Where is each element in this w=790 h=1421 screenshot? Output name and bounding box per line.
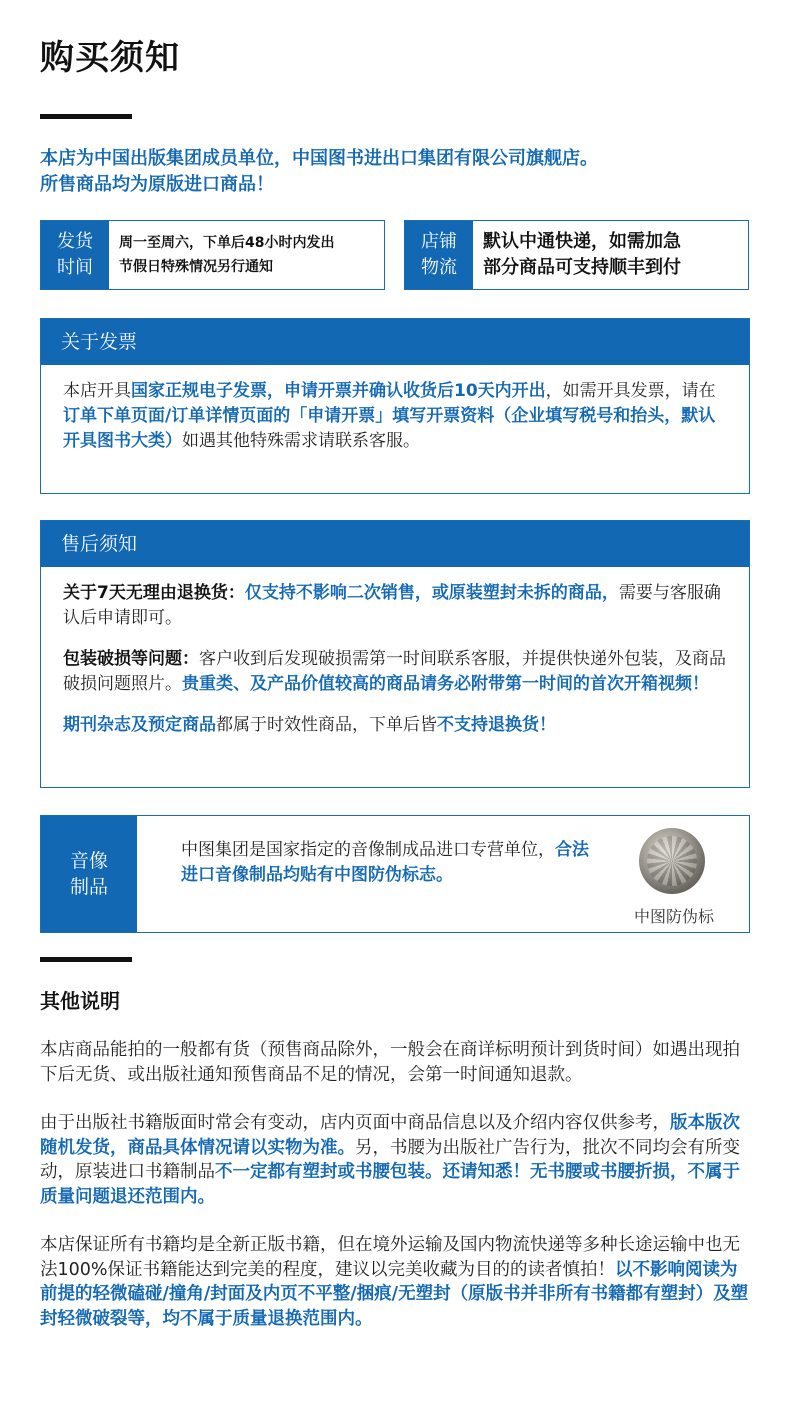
other-notes-heading: 其他说明 <box>40 989 120 1013</box>
stock-note: 本店商品能拍的一般都有货（预售商品除外，一般会在商详标明预计到货时间）如遇出现拍下后无货、或出版社通知预售商品不足的情况，会第一时间通知退款。 <box>40 1040 740 1085</box>
av-products-tag: 音像 制品 <box>41 816 137 932</box>
intro-line-2: 所售商品均为原版进口商品！ <box>40 174 274 195</box>
invoice-panel <box>40 318 750 494</box>
return-policy: 关于7天无理由退换货：仅支持不影响二次销售，或原装塑封未拆的商品，需要与客服确认后申请即可。 <box>63 583 721 628</box>
shipping-time-tag: 发货 时间 <box>41 221 109 289</box>
page-title: 购买须知 <box>40 38 180 78</box>
logistics-box <box>404 220 749 290</box>
invoice-heading: 关于发票 <box>41 319 749 365</box>
title-underline <box>40 114 132 119</box>
after-sales-heading: 售后须知 <box>41 521 749 567</box>
anti-counterfeit-seal-icon <box>639 828 705 894</box>
invoice-body: 本店开具国家正规电子发票，申请开票并确认收货后10天内开出，如需开具发票，请在订单下单页面/订单详情页面的「申请开票」填写开票资料（企业填写税号和抬头，默认开具图书大类）如遇其他特殊需求请联系客服。 <box>63 381 716 451</box>
section-divider <box>40 957 132 962</box>
edition-note: 由于出版社书籍版面时常会有变动，店内页面中商品信息以及介绍内容仅供参考，版本版次随机发货，商品具体情况请以实物为准。另，书腰为出版社广告行为，批次不同均会有所变动，原装进口书籍制品不一定都有塑封或书腰包装。还请知悉！无书腰或书腰折损，不属于质量问题退还范围内。 <box>40 1113 740 1207</box>
logistics-text: 默认中通快递，如需加急 部分商品可支持顺丰到付 <box>483 231 681 278</box>
shipping-time-text: 周一至周六，下单后48小时内发出 节假日特殊情况另行通知 <box>119 235 335 275</box>
intro-line-1: 本店为中国出版集团成员单位，中国图书进出口集团有限公司旗舰店。 <box>40 148 598 169</box>
periodical-policy: 期刊杂志及预定商品都属于时效性商品，下单后皆不支持退换货！ <box>63 715 556 735</box>
logistics-tag: 店铺 物流 <box>405 221 473 289</box>
damage-policy: 包装破损等问题：客户收到后发现破损需第一时间联系客服，并提供快递外包装，及商品破损问题照片。贵重类、及产品价值较高的商品请务必附带第一时间的首次开箱视频！ <box>63 649 726 694</box>
av-products-box <box>40 815 750 933</box>
seal-caption: 中图防伪标 <box>633 907 714 926</box>
store-intro <box>40 146 760 198</box>
other-notes <box>40 1038 752 1355</box>
after-sales-panel <box>40 520 750 788</box>
after-sales-body <box>41 567 749 738</box>
condition-note: 本店保证所有书籍均是全新正版书籍，但在境外运输及国内物流快递等多种长途运输中也无法100%保证书籍能达到完美的程度，建议以完美收藏为目的的读者慎拍！以不影响阅读为前提的轻微磕碰/撞角/封面及内页不平整/捆痕/无塑封（原版书并非所有书籍都有塑封）及塑封轻微破裂等，均不属于质量退换范围内。 <box>40 1235 749 1329</box>
av-products-text: 中图集团是国家指定的音像制成品进口专营单位，合法进口音像制品均贴有中图防伪标志。 <box>181 840 589 885</box>
shipping-time-box <box>40 220 385 290</box>
